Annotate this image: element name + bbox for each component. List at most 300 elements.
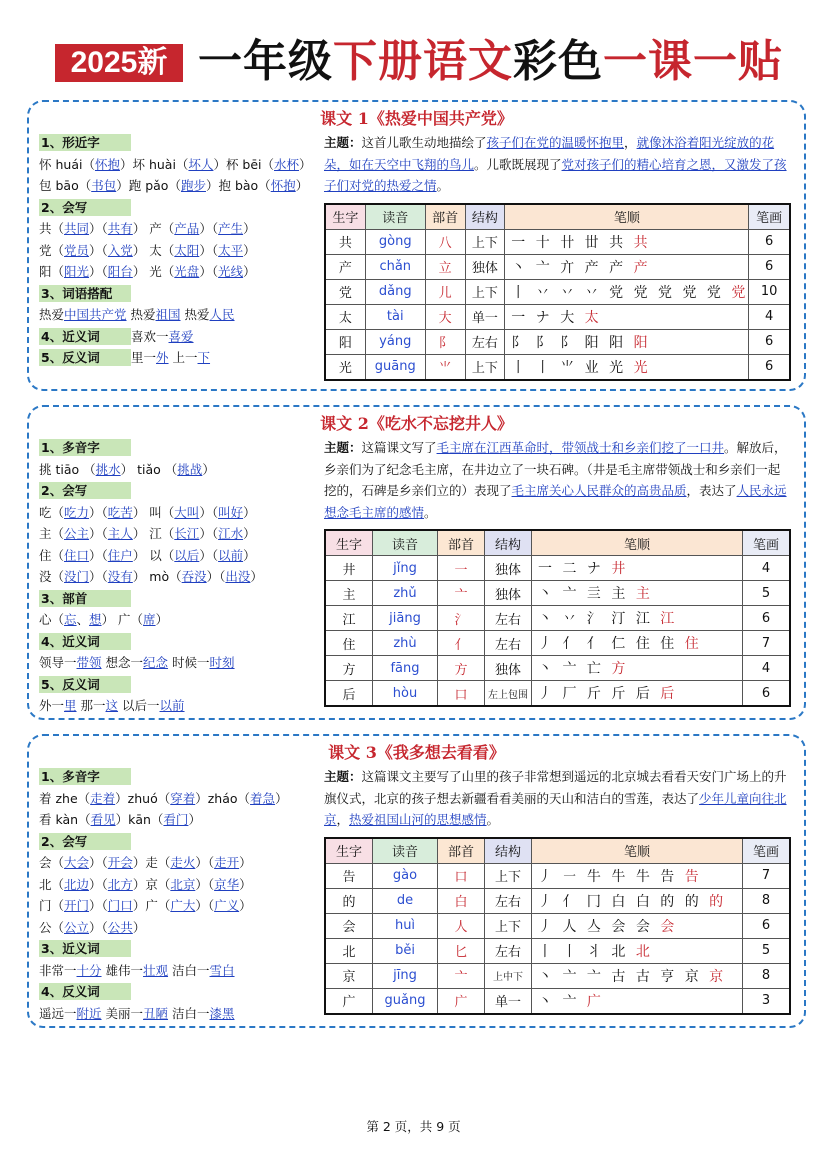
- text-segment: ）（: [206, 569, 226, 584]
- table-row: [325, 963, 790, 988]
- text-segment: ）: [243, 221, 256, 236]
- lesson-card: [27, 734, 806, 1028]
- pinyin-cell: guǎng: [373, 988, 438, 1014]
- lesson-title: 课文 1《热爱中国共产党》: [320, 109, 513, 128]
- text-segment: 外一: [39, 698, 65, 713]
- column-header: 结构: [485, 530, 532, 556]
- note-line: [39, 852, 321, 874]
- structure-cell: 上中下: [485, 963, 532, 988]
- text-segment: 这篇课文写了: [361, 440, 437, 455]
- lesson-detail: [324, 437, 791, 707]
- text-segment: ）: [239, 898, 252, 913]
- answer-word: 广义: [214, 898, 240, 913]
- lesson-detail: [324, 132, 791, 381]
- structure-cell: 上下: [465, 279, 505, 304]
- answer-word: 产生: [218, 221, 244, 236]
- answer-word: 吞没: [181, 569, 207, 584]
- text-segment: 雄伟一: [101, 962, 144, 978]
- text-segment: 。: [436, 178, 450, 193]
- pinyin-cell: fāng: [373, 656, 438, 681]
- answer-word: 着急: [250, 790, 276, 806]
- answer-word: 太阳: [174, 242, 200, 258]
- stroke-count-cell: 8: [743, 888, 791, 913]
- text-segment: 时候一: [168, 655, 210, 670]
- text-segment: 热爱: [126, 307, 156, 322]
- table-row: [325, 279, 790, 304]
- table-row: [325, 329, 790, 354]
- pinyin-cell: chǎn: [365, 254, 425, 279]
- answer-word: 没有: [107, 569, 133, 584]
- category-row: [39, 283, 321, 305]
- text-segment: ）: [295, 178, 309, 193]
- answer-word: 住口: [64, 547, 90, 563]
- table-row: [325, 606, 790, 631]
- stroke-order-cell: 丶 亠 亣 产 产 产: [505, 254, 749, 279]
- answer-word: 看门: [163, 812, 189, 827]
- answer-word: 走开: [214, 855, 240, 870]
- stroke-count-cell: 4: [743, 656, 791, 681]
- structure-cell: 上下: [485, 863, 532, 888]
- pinyin-cell: běi: [373, 938, 438, 963]
- answer-word: 共有: [107, 221, 133, 236]
- text-segment: ）（: [89, 504, 108, 520]
- stroke-order-cell: 一 二 ナ 井: [532, 556, 743, 581]
- category-row: [39, 938, 321, 960]
- table-header-row: [325, 530, 790, 556]
- text-segment: 想念一: [101, 655, 144, 670]
- radical-cell: 立: [425, 254, 465, 279]
- table-row: [325, 354, 790, 380]
- structure-cell: 独体: [485, 581, 532, 606]
- theme-label: 主题：: [324, 135, 362, 150]
- stroke-count-cell: 6: [743, 681, 791, 707]
- table-row: [325, 913, 790, 938]
- note-line: [39, 809, 321, 831]
- category-row: [39, 480, 321, 502]
- answer-word: 入党: [107, 242, 133, 258]
- answer-word: 以前: [218, 547, 244, 563]
- answer-word: 怀抱: [270, 178, 296, 193]
- pinyin-cell: tài: [365, 304, 425, 329]
- char-cell: 广: [325, 988, 373, 1014]
- radical-cell: 亠: [438, 963, 485, 988]
- note-line: [39, 545, 321, 567]
- answer-word: 江水: [218, 526, 244, 541]
- column-header: 生字: [325, 530, 373, 556]
- answer-word: 共同: [64, 221, 90, 236]
- stroke-order-cell: 丨 丨 丬 北 北: [532, 938, 743, 963]
- text-segment: ，表达了: [686, 483, 737, 498]
- stroke-count-cell: 7: [743, 863, 791, 888]
- text-segment: 热爱: [39, 307, 65, 322]
- theme-paragraph: [324, 766, 791, 831]
- radical-cell: 一: [438, 556, 485, 581]
- answer-word: 时刻: [209, 655, 235, 670]
- text-segment: ）: [243, 526, 256, 541]
- pinyin-cell: jīng: [373, 963, 438, 988]
- radical-cell: 大: [425, 304, 465, 329]
- answer-word: 这: [105, 698, 119, 713]
- stroke-order-cell: 一 ナ 大 太: [505, 304, 749, 329]
- text-segment: 。: [486, 812, 500, 827]
- answer-word: 雪白: [209, 962, 235, 978]
- title-part: 一课一贴: [603, 36, 783, 87]
- char-cell: 井: [325, 556, 373, 581]
- table-row: [325, 681, 790, 707]
- column-header: 笔画: [743, 530, 791, 556]
- stroke-count-cell: 4: [749, 304, 790, 329]
- pinyin-cell: gòng: [365, 229, 425, 254]
- text-segment: ）（: [199, 221, 219, 236]
- character-table: [324, 529, 791, 707]
- note-line: [39, 1003, 321, 1025]
- answer-word: 漆黑: [209, 1005, 235, 1021]
- answer-word: 广大: [170, 898, 196, 913]
- text-segment: 洁白一: [168, 1005, 210, 1021]
- category-label: 1、多音字: [39, 768, 131, 785]
- answer-word: 书包: [91, 178, 117, 193]
- pinyin-cell: gào: [373, 863, 438, 888]
- lesson-detail: [324, 766, 791, 1015]
- text-segment: 领导一: [39, 655, 77, 670]
- text-segment: 挑 tiāo （: [39, 461, 96, 477]
- text-segment: 上一: [168, 350, 198, 365]
- text-segment: ）: [188, 812, 201, 827]
- note-line: [39, 895, 321, 917]
- text-segment: ）kān（: [115, 812, 164, 827]
- answer-word: 京华: [214, 876, 240, 892]
- text-segment: 住（: [39, 547, 65, 563]
- stroke-count-cell: 3: [743, 988, 791, 1014]
- answer-word: 下: [197, 350, 211, 365]
- text-segment: ）（: [89, 221, 108, 236]
- answer-word: 水杯: [274, 156, 300, 172]
- answer-word: 长江: [174, 526, 200, 541]
- answer-word: 以后: [174, 547, 200, 563]
- category-row: [39, 674, 321, 696]
- stroke-order-cell: 一 十 卄 丗 共 共: [505, 229, 749, 254]
- table-header-row: [325, 838, 790, 864]
- lesson-title: 课文 2《吃水不忘挖井人》: [320, 414, 513, 433]
- text-segment: ）（: [199, 547, 219, 563]
- text-segment: 里一: [131, 350, 157, 365]
- text-segment: ）: [239, 855, 252, 870]
- answer-word: 公主: [64, 526, 90, 541]
- stroke-count-cell: 5: [743, 938, 791, 963]
- note-line: [39, 261, 321, 283]
- radical-cell: 广: [438, 988, 485, 1014]
- stroke-order-cell: 丶 亠 亠 古 古 亨 京 京: [532, 963, 743, 988]
- theme-label: 主题：: [324, 440, 362, 455]
- table-row: [325, 988, 790, 1014]
- note-line: [39, 874, 321, 896]
- answer-word: 北边: [64, 876, 90, 892]
- text-segment: 主（: [39, 526, 65, 541]
- text-segment: ）（: [89, 526, 108, 541]
- note-line: [39, 218, 321, 240]
- char-cell: 江: [325, 606, 373, 631]
- table-row: [325, 656, 790, 681]
- note-line: [39, 652, 321, 674]
- text-segment: ）（: [199, 526, 219, 541]
- answer-word: 开会: [107, 855, 133, 870]
- table-row: [325, 229, 790, 254]
- note-line: [39, 523, 321, 545]
- pinyin-cell: jiāng: [373, 606, 438, 631]
- text-segment: ）（: [89, 919, 108, 935]
- answer-word: 走着: [90, 790, 116, 806]
- text-segment: ）广（: [132, 898, 171, 913]
- category-row: [39, 347, 321, 369]
- vocab-notes: [39, 437, 321, 717]
- radical-cell: 儿: [425, 279, 465, 304]
- answer-word: 大叫: [174, 504, 200, 520]
- category-label: 4、反义词: [39, 983, 131, 1000]
- text-segment: 。儿歌既展现了: [474, 156, 562, 172]
- category-label: 3、近义词: [39, 940, 131, 957]
- text-segment: 党（: [39, 242, 65, 258]
- answer-word: 产品: [174, 221, 200, 236]
- page-footer: 第 2 页，共 9 页: [366, 1119, 461, 1134]
- structure-cell: 上下: [465, 229, 505, 254]
- theme-highlight: 党对孩子们的精心培育之恩，又激发了孩子们对党的热爱之情: [324, 156, 787, 193]
- pinyin-cell: dǎng: [365, 279, 425, 304]
- answer-word: 阳台: [107, 264, 133, 279]
- pinyin-cell: jǐng: [373, 556, 438, 581]
- theme-highlight: 就像沐浴着阳光绽放的花朵，如在天空中飞翔的鸟儿: [324, 135, 775, 172]
- note-line: [39, 240, 321, 262]
- text-segment: 喜欢一: [131, 328, 169, 344]
- radical-cell: 八: [425, 229, 465, 254]
- answer-word: 坏人: [188, 156, 214, 172]
- text-segment: ） 光（: [132, 264, 175, 279]
- stroke-count-cell: 6: [749, 229, 790, 254]
- answer-word: 吃苦: [107, 504, 133, 520]
- note-line: [39, 609, 321, 631]
- char-cell: 光: [325, 354, 365, 380]
- text-segment: ）（: [199, 242, 219, 258]
- text-segment: 这首儿歌生动地描绘了: [361, 135, 487, 150]
- text-segment: 美丽一: [101, 1005, 144, 1021]
- note-line: [39, 502, 321, 524]
- theme-highlight: 热爱祖国山河的思想感情: [349, 812, 487, 827]
- structure-cell: 左右: [485, 631, 532, 656]
- stroke-count-cell: 8: [743, 963, 791, 988]
- note-line: [39, 304, 321, 326]
- structure-cell: 左上包围: [485, 681, 532, 707]
- stroke-order-cell: 丿 ㇐ 牛 牛 牛 告 告: [532, 863, 743, 888]
- text-segment: ）zháo（: [195, 790, 251, 806]
- theme-highlight: 毛主席在江西革命时，带领战士和乡亲们挖了一口井: [436, 440, 725, 455]
- answer-word: 想: [89, 612, 102, 627]
- text-segment: ）（: [89, 264, 108, 279]
- category-label: 2、会写: [39, 833, 131, 850]
- note-line: [39, 175, 321, 197]
- category-label: 2、会写: [39, 482, 131, 499]
- column-header: 结构: [465, 204, 505, 230]
- stroke-count-cell: 6: [749, 354, 790, 380]
- stroke-order-cell: 丿 亻 冂 白 白 的 的 的: [532, 888, 743, 913]
- structure-cell: 独体: [485, 556, 532, 581]
- text-segment: ） mò（: [132, 569, 182, 584]
- text-segment: ）京（: [132, 876, 171, 892]
- structure-cell: 独体: [485, 656, 532, 681]
- answer-word: 大会: [64, 855, 90, 870]
- answer-word: 附近: [76, 1005, 102, 1021]
- text-segment: ）（: [195, 876, 215, 892]
- text-segment: ）: [243, 504, 256, 520]
- category-row: [39, 437, 321, 459]
- answer-word: 丑陋: [143, 1005, 169, 1021]
- radical-cell: 方: [438, 656, 485, 681]
- note-line: [39, 459, 321, 481]
- structure-cell: 左右: [465, 329, 505, 354]
- vocab-notes: [39, 132, 321, 369]
- text-segment: 着 zhe（: [39, 790, 91, 806]
- answer-word: 太平: [218, 242, 244, 258]
- text-segment: ）杯 bēi（: [213, 156, 275, 172]
- radical-cell: 匕: [438, 938, 485, 963]
- char-cell: 后: [325, 681, 373, 707]
- structure-cell: 单一: [465, 304, 505, 329]
- theme-paragraph: [324, 132, 791, 197]
- category-row: [39, 631, 321, 653]
- pinyin-cell: huì: [373, 913, 438, 938]
- pinyin-cell: zhǔ: [373, 581, 438, 606]
- answer-word: 祖国: [155, 307, 181, 322]
- text-segment: 。: [424, 504, 437, 520]
- structure-cell: 上下: [485, 913, 532, 938]
- text-segment: ，: [336, 812, 350, 827]
- note-line: [39, 960, 321, 982]
- text-segment: 非常一: [39, 962, 77, 978]
- text-segment: ）抱 bào（: [205, 178, 271, 193]
- table-row: [325, 938, 790, 963]
- lesson-title: 课文 3《我多想去看看》: [328, 743, 505, 762]
- text-segment: 没（: [39, 569, 65, 584]
- answer-word: 开门: [64, 898, 90, 913]
- stroke-count-cell: 6: [749, 254, 790, 279]
- column-header: 生字: [325, 838, 373, 864]
- answer-word: 门口: [107, 898, 133, 913]
- category-row: [39, 981, 321, 1003]
- note-line: [39, 154, 321, 176]
- structure-cell: 单一: [485, 988, 532, 1014]
- char-cell: 住: [325, 631, 373, 656]
- answer-word: 里: [64, 698, 77, 713]
- table-row: [325, 863, 790, 888]
- column-header: 读音: [365, 204, 425, 230]
- note-line: [39, 917, 321, 939]
- category-row: [39, 588, 321, 610]
- char-cell: 告: [325, 863, 373, 888]
- answer-word: 纪念: [143, 655, 169, 670]
- char-cell: 北: [325, 938, 373, 963]
- pinyin-cell: guāng: [365, 354, 425, 380]
- structure-cell: 独体: [465, 254, 505, 279]
- stroke-order-cell: 阝 阝 阝 阳 阳 阳: [505, 329, 749, 354]
- category-label: 4、近义词: [39, 633, 131, 650]
- answer-word: 阳光: [64, 264, 90, 279]
- text-segment: ）: [250, 569, 263, 584]
- text-segment: ）（: [195, 855, 215, 870]
- structure-cell: 左右: [485, 888, 532, 913]
- answer-word: 北京: [170, 876, 196, 892]
- radical-cell: ⺌: [425, 354, 465, 380]
- text-segment: ）（: [199, 264, 219, 279]
- category-label: 5、反义词: [39, 349, 131, 366]
- text-segment: ） 以（: [132, 547, 175, 563]
- column-header: 笔顺: [532, 530, 743, 556]
- stroke-order-cell: 丶 亠 亡 方: [532, 656, 743, 681]
- answer-word: 以前: [159, 698, 185, 713]
- stroke-order-cell: 丿 亻 亻 仁 住 住 住: [532, 631, 743, 656]
- text-segment: ） 太（: [132, 242, 175, 258]
- pinyin-cell: de: [373, 888, 438, 913]
- note-line: [39, 788, 321, 810]
- char-cell: 产: [325, 254, 365, 279]
- page-header: [0, 34, 827, 90]
- note-line: [39, 566, 321, 588]
- table-row: [325, 888, 790, 913]
- column-header: 部首: [438, 838, 485, 864]
- answer-word: 跑步: [180, 178, 206, 193]
- category-row: [39, 766, 321, 788]
- answer-word: 主人: [107, 526, 133, 541]
- category-row: [39, 326, 321, 348]
- column-header: 读音: [373, 838, 438, 864]
- text-segment: 门（: [39, 898, 65, 913]
- text-segment: ）走（: [132, 855, 171, 870]
- text-segment: 吃（: [39, 504, 65, 520]
- pinyin-cell: yáng: [365, 329, 425, 354]
- category-label: 3、部首: [39, 590, 131, 607]
- category-label: 5、反义词: [39, 676, 131, 693]
- radical-cell: 白: [438, 888, 485, 913]
- text-segment: ）: [243, 242, 256, 258]
- text-segment: ）（: [89, 855, 108, 870]
- column-header: 读音: [373, 530, 438, 556]
- page-title: [198, 34, 783, 90]
- radical-cell: 亻: [438, 631, 485, 656]
- stroke-order-cell: 丿 人 亼 会 会 会: [532, 913, 743, 938]
- answer-word: 外: [156, 350, 169, 365]
- answer-word: 席: [143, 612, 156, 627]
- text-segment: 那一: [76, 698, 106, 713]
- pinyin-cell: zhù: [373, 631, 438, 656]
- answer-word: 公共: [107, 919, 133, 935]
- answer-word: 带领: [76, 655, 102, 670]
- title-part: 彩色: [513, 36, 603, 87]
- text-segment: ）（: [89, 242, 108, 258]
- column-header: 结构: [485, 838, 532, 864]
- char-cell: 共: [325, 229, 365, 254]
- text-segment: ）跑 pǎo（: [116, 178, 181, 193]
- category-label: 3、词语搭配: [39, 285, 131, 302]
- answer-word: 光线: [218, 264, 244, 279]
- title-part: 下册语文: [333, 36, 513, 87]
- stroke-count-cell: 10: [749, 279, 790, 304]
- theme-highlight: 毛主席关心人民群众的高贵品质: [511, 483, 687, 498]
- radical-cell: 氵: [438, 606, 485, 631]
- stroke-order-cell: 丶 亠 亖 主 主: [532, 581, 743, 606]
- answer-word: 穿着: [170, 790, 196, 806]
- text-segment: 怀 huái（: [39, 156, 95, 172]
- text-segment: ）（: [89, 569, 108, 584]
- text-segment: 看 kàn（: [39, 812, 91, 827]
- theme-highlight: 孩子们在党的温暖怀抱里: [486, 135, 625, 150]
- text-segment: 遥远一: [39, 1005, 77, 1021]
